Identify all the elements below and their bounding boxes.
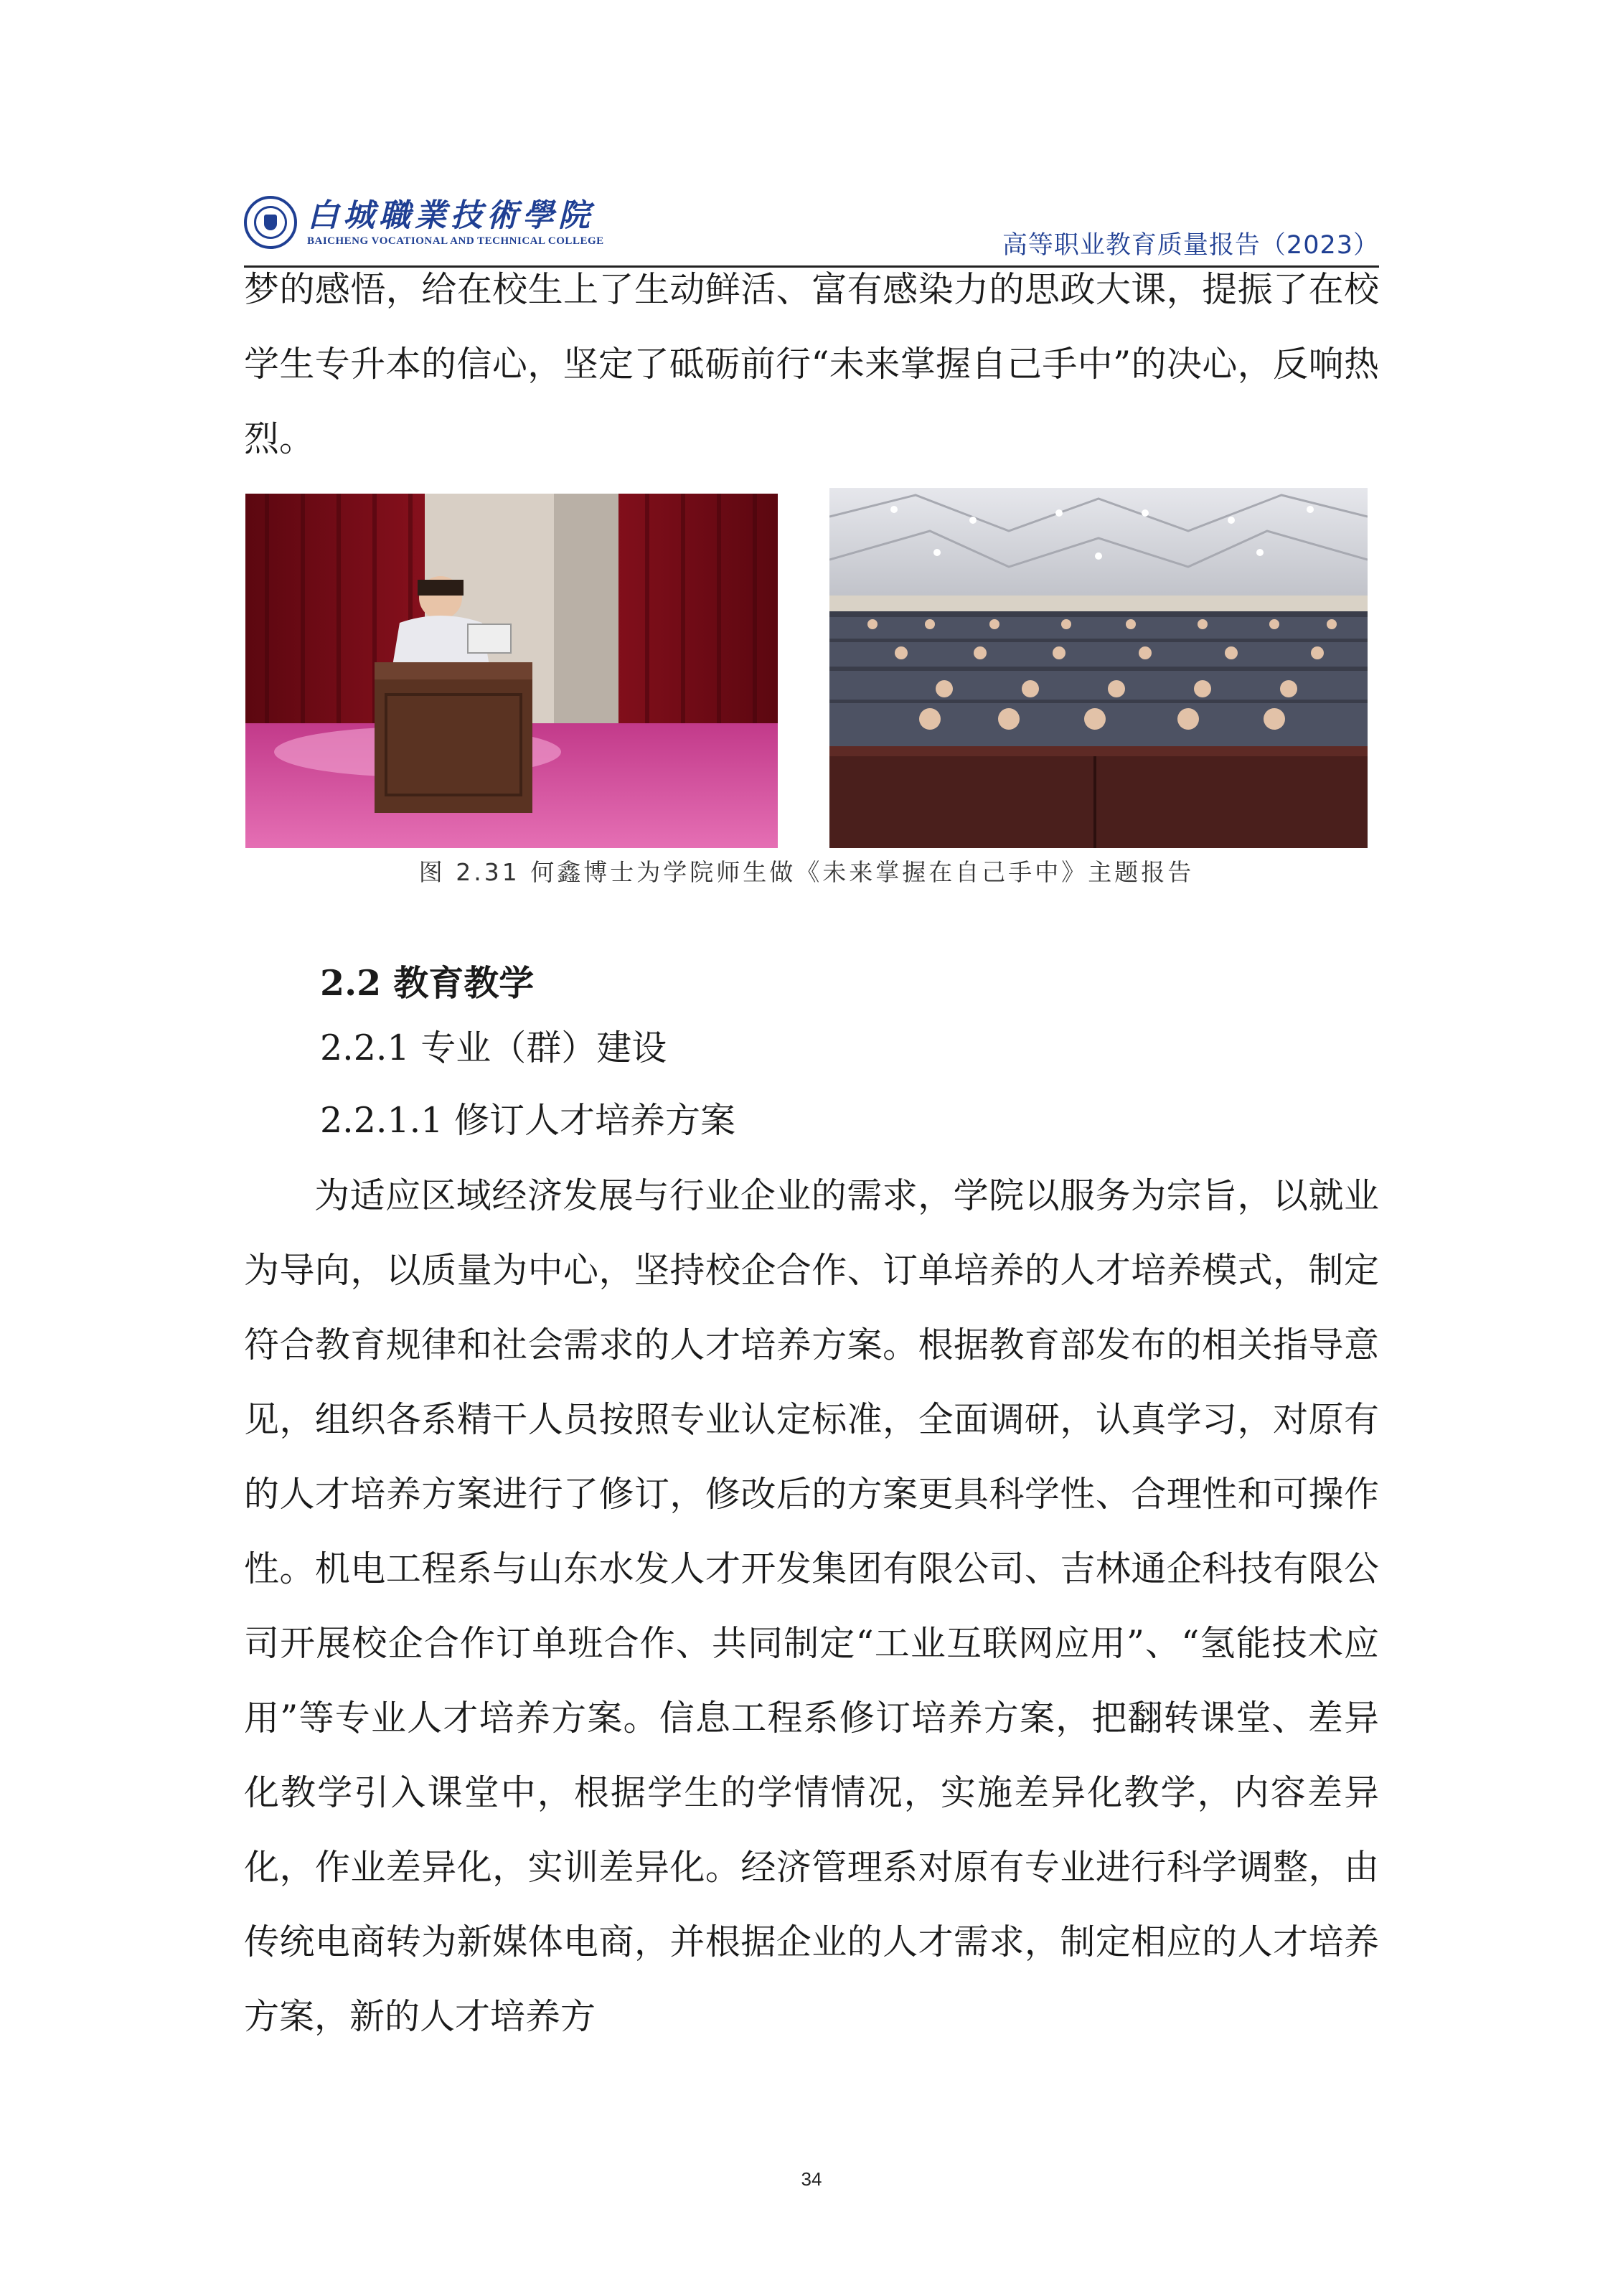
paragraph-main: 为适应区域经济发展与行业企业的需求，学院以服务为宗旨，以就业为导向，以质量为中心，坚持校企合作、订单培养的人才培养模式，制定符合教育规律和社会需求的人才培养方案。根据教育部发布的相关指导意见，组织各系精干人员按照专业认定标准，全面调研，认真学习，对原有的人才培养方案进行了修订，修改后的方案更具科学性、合理性和可操作性。机电工程系与山东水发人才开发集团有限公司、吉林通企科技有限公司开展校企合作订单班合作、共同制定“工业互联网应用”、“氢能技术应用”等专业人才培养方案。信息工程系修订培养方案，把翻转课堂、差异化教学引入课堂中，根据学生的学情情况，实施差异化教学，内容差异化，作业差异化，实训差异化。经济管理系对原有专业进行科学调整，由传统电商转为新媒体电商，并根据企业的人才需求，制定相应的人才培养方案，新的人才培养方 bbox=[244, 1175, 1379, 2037]
subsubsection-heading: 2.2.1.1 修订人才培养方案 bbox=[320, 1100, 736, 1141]
college-emblem-icon bbox=[244, 196, 297, 249]
college-logo bbox=[244, 194, 604, 251]
logo-chinese-name: 白城職業技術學院 bbox=[307, 197, 594, 234]
figure-caption: 图 2.31 何鑫博士为学院师生做《未来掌握在自己手中》主题报告 bbox=[418, 858, 1195, 886]
paragraph-continuation: 梦的感悟，给在校生上了生动鲜活、富有感染力的思政大课，提振了在校学生专升本的信心，坚定了砥砺前行“未来掌握自己手中”的决心，反响热烈。 bbox=[244, 269, 1379, 459]
logo-text bbox=[307, 197, 604, 248]
section-heading: 2.2 教育教学 bbox=[320, 962, 535, 1004]
subsection-heading: 2.2.1 专业（群）建设 bbox=[320, 1027, 667, 1068]
photo-auditorium-audience bbox=[829, 488, 1368, 848]
logo-english-name: BAICHENG VOCATIONAL AND TECHNICAL COLLEGE bbox=[307, 235, 604, 247]
report-title: 高等职业教育质量报告（2023） bbox=[1002, 231, 1379, 260]
photo-speaker-at-podium bbox=[245, 494, 778, 848]
page-number: 34 bbox=[801, 2168, 822, 2190]
